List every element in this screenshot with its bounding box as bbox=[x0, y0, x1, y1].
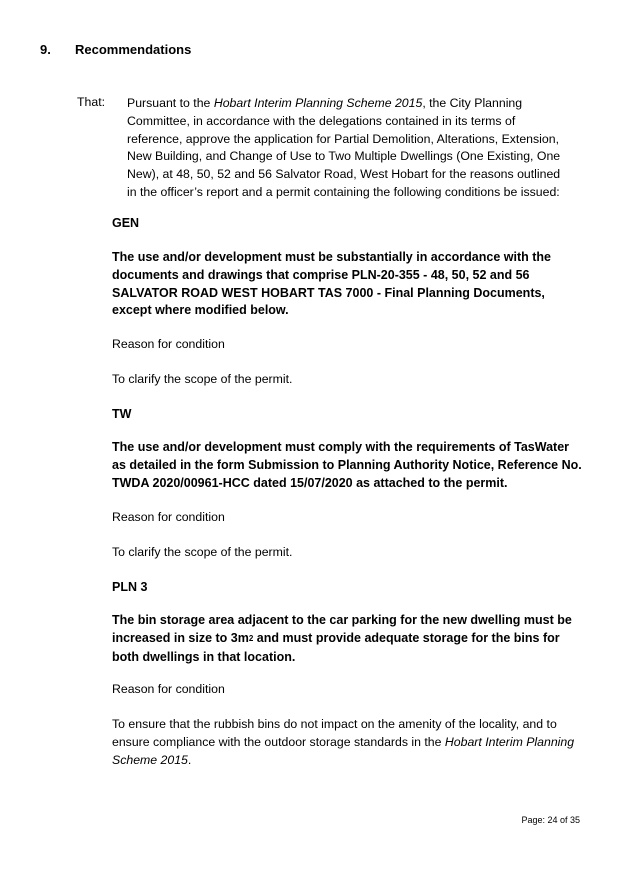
reason-label-tw: Reason for condition bbox=[112, 510, 225, 524]
condition-code: TW bbox=[112, 407, 132, 421]
reason-text-gen: To clarify the scope of the permit. bbox=[112, 372, 293, 386]
that-label: That: bbox=[77, 95, 106, 109]
superscript-two: 2 bbox=[248, 633, 254, 643]
condition-code-gen bbox=[112, 214, 582, 232]
reason-label-pln3: Reason for condition bbox=[112, 682, 225, 696]
condition-code-pln3 bbox=[112, 578, 582, 596]
intro-text-1: Pursuant to the bbox=[127, 96, 214, 110]
condition-code: GEN bbox=[112, 216, 140, 230]
condition-text-tw: The use and/or development must comply with the requirements of TasWater as detailed in the form Submission to Planning Authority Notice, Reference No. TWDA 2020/00961-HCC dated 15/07/2020 as attached to the permit. bbox=[112, 440, 582, 490]
scheme-name: Hobart Interim Planning Scheme 2015 bbox=[213, 96, 423, 110]
condition-text-gen: The use and/or development must be substantially in accordance with the documents and drawings that comprise PLN-20-355 - 48, 50, 52 and 56 SALVATOR ROAD WEST HOBART TAS 7000 - Final Planning Documents, except where modified below. bbox=[112, 250, 551, 318]
condition-code-tw bbox=[112, 405, 582, 423]
reason-label-gen: Reason for condition bbox=[112, 337, 225, 351]
reason-text-part2: . bbox=[187, 752, 192, 767]
condition-text-part2: and must provide adequate storage for the bins for both dwellings in that location. bbox=[112, 630, 560, 664]
intro-paragraph bbox=[127, 95, 567, 202]
condition-code: PLN 3 bbox=[112, 580, 148, 594]
section-heading bbox=[40, 42, 191, 57]
reason-text-part1: To ensure that the rubbish bins do not impact on the amenity of the locality, and to ensure compliance with the outdoor storage standards in the bbox=[112, 717, 557, 749]
section-title: Recommendations bbox=[75, 42, 192, 57]
condition-text-part1: The bin storage area adjacent to the car parking for the new dwelling must be increased in size to 3m bbox=[112, 613, 572, 645]
condition-text-pln3 bbox=[112, 612, 582, 666]
section-number: 9. bbox=[40, 42, 51, 57]
reason-text-tw: To clarify the scope of the permit. bbox=[112, 545, 293, 559]
scheme-name: Hobart Interim Planning Scheme 2015 bbox=[112, 734, 575, 767]
reason-text-pln3 bbox=[112, 716, 582, 769]
intro-text-2: , the City Planning Committee, in accordance with the delegations contained in its terms of reference, approve the application for Partial Demolition, Alterations, Extension, New Building, and Change of Use to Two Multiple Dwellings (One Existing, One New), at 48, 50, 52 and 56 Salvator Road, West Hobart for the reasons outlined in the officer’s report and a permit containing the following conditions be issued: bbox=[127, 96, 561, 199]
page-number: Page: 24 of 35 bbox=[521, 815, 580, 825]
